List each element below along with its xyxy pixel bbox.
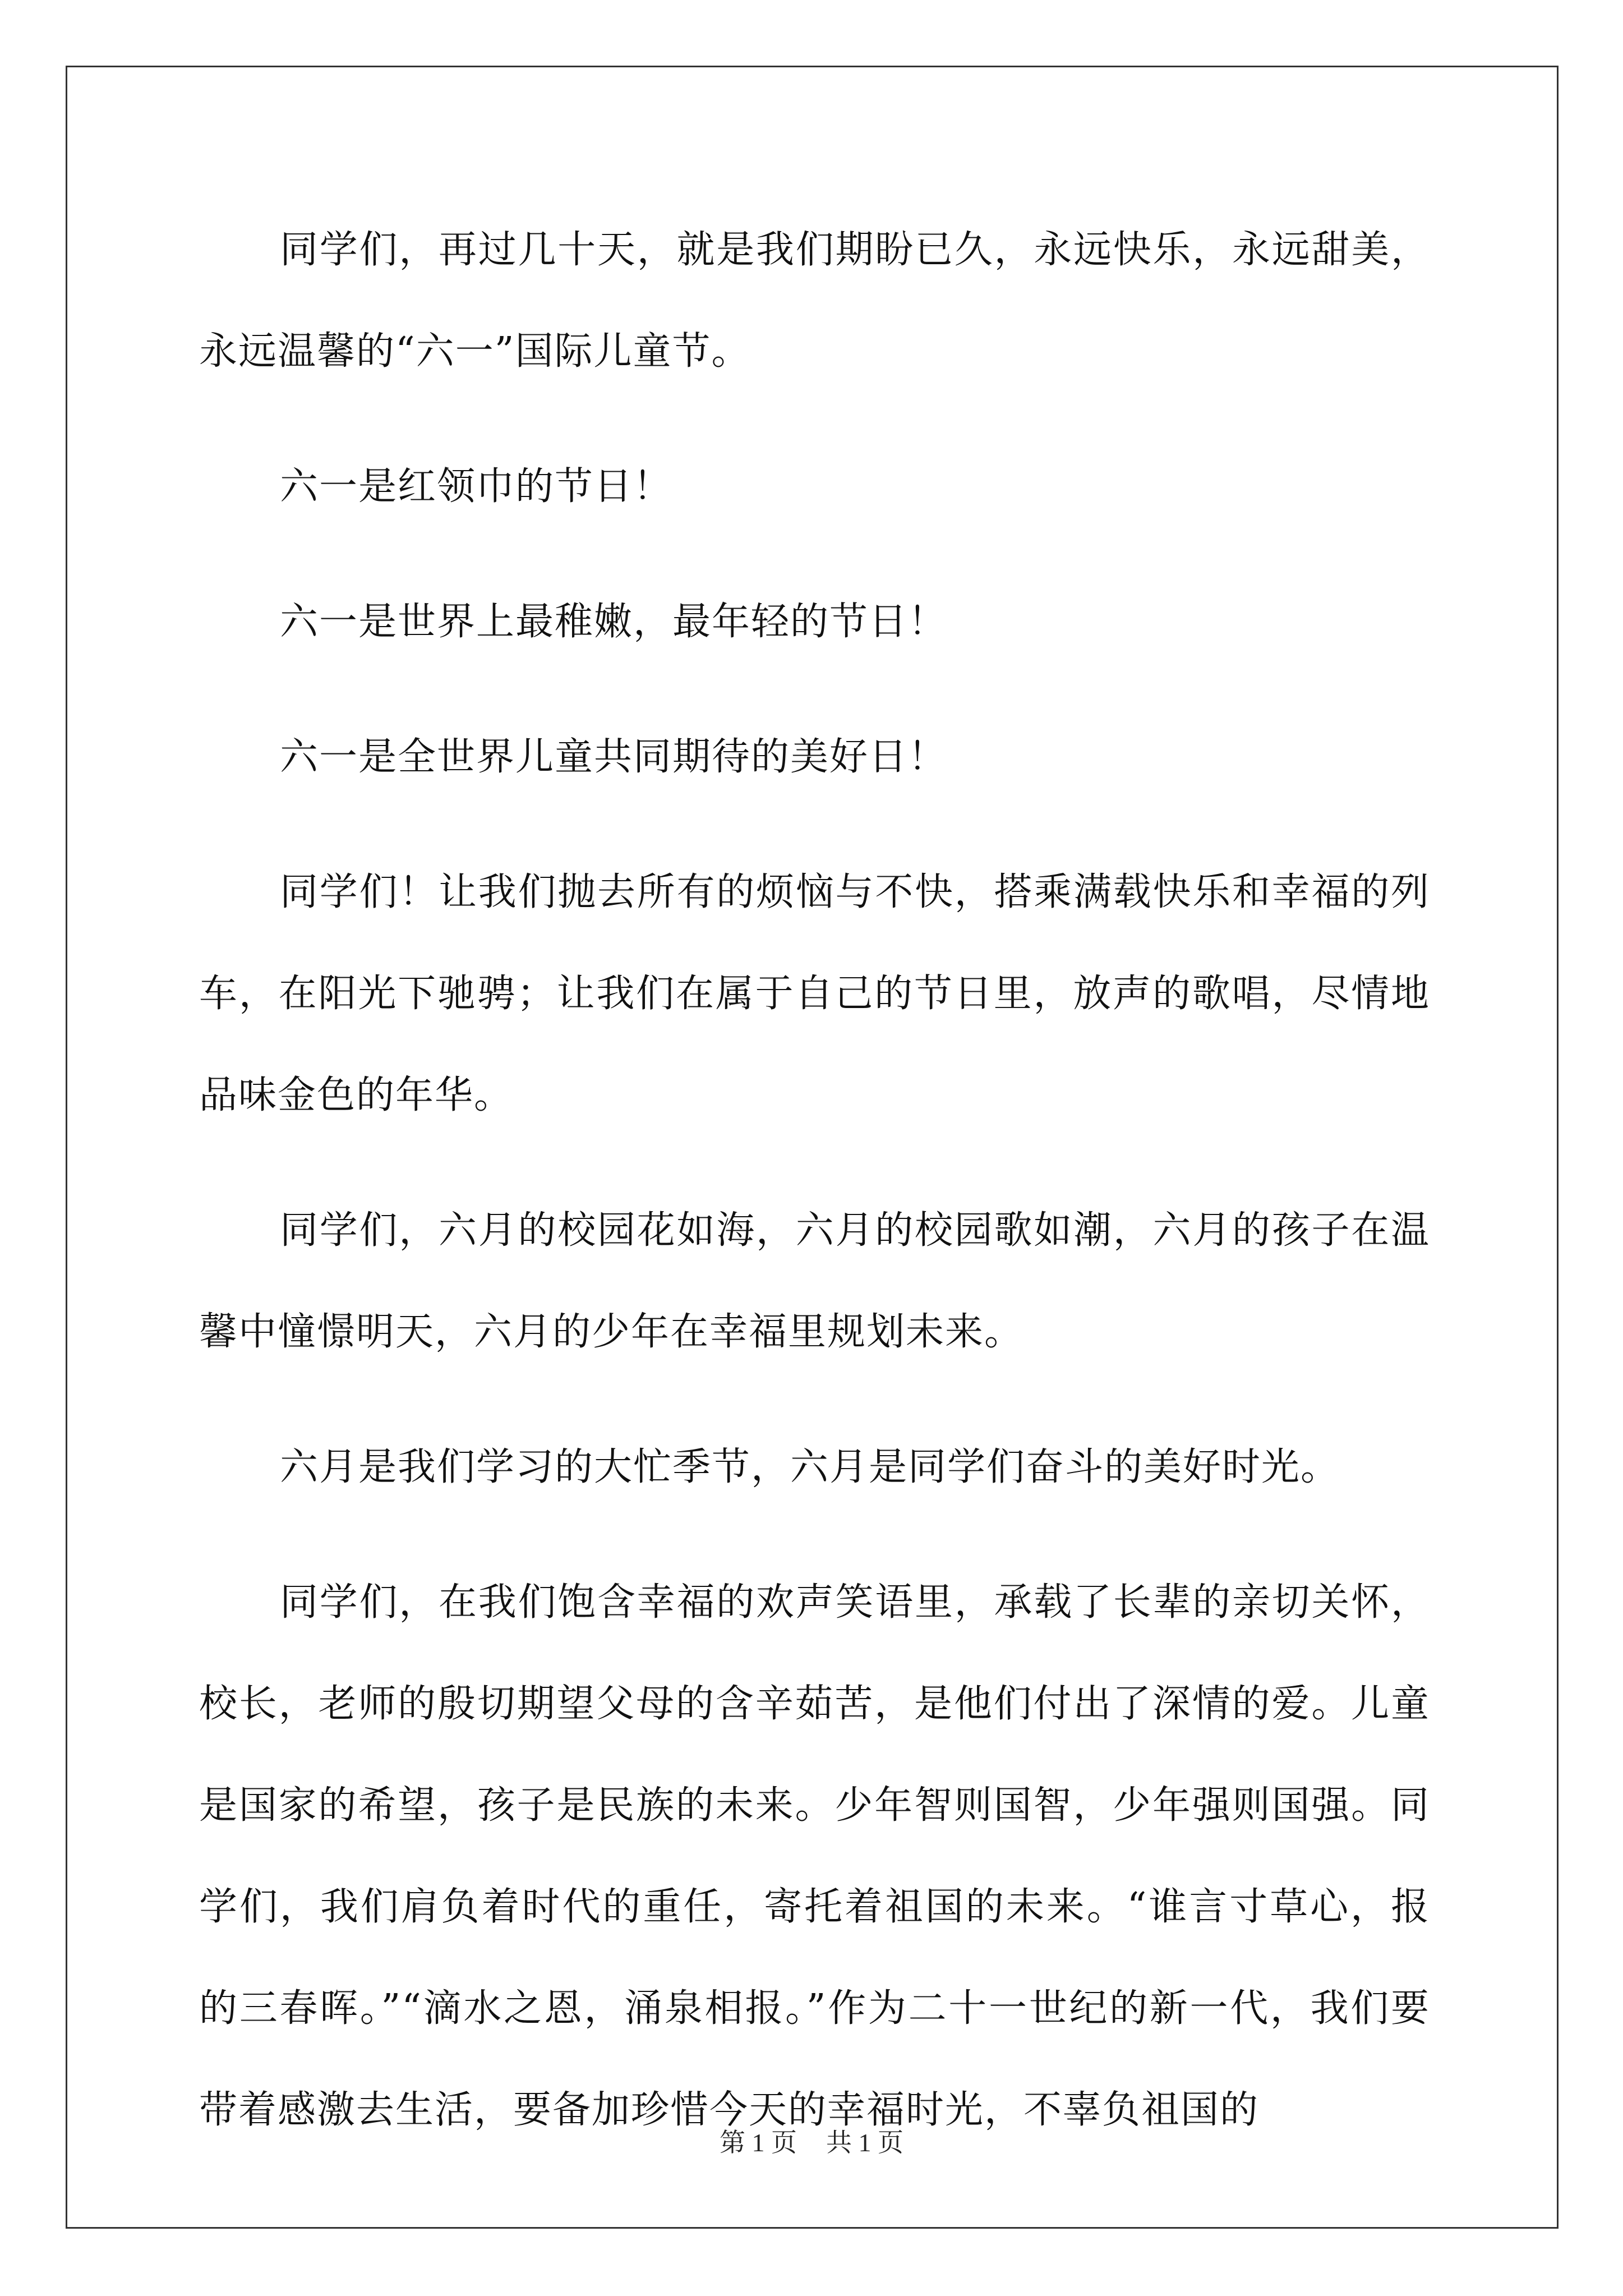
paragraph: 六一是全世界儿童共同期待的美好日！ [280, 735, 948, 779]
page-number: 第 1 页 [720, 2128, 797, 2157]
paragraph: 同学们！让我们抛去所有的烦恼与不快，搭乘满载快乐和幸福的列车，在阳光下驰骋；让我们在属于自己的节日里，放声的歌唱，尽情地品味金色的年华。 [199, 870, 1430, 1117]
paragraph: 同学们，六月的校园花如海，六月的校园歌如潮，六月的孩子在温馨中憧憬明天，六月的少年在幸福里规划未来。 [199, 1208, 1430, 1354]
page-total: 共 1 页 [826, 2128, 903, 2157]
document-body [199, 199, 1430, 2161]
page-footer [0, 2126, 1623, 2160]
paragraph: 同学们，再过几十天，就是我们期盼已久，永远快乐，永远甜美，永远温馨的“六一”国际儿童节。 [199, 228, 1430, 374]
paragraph: 六月是我们学习的大忙季节，六月是同学们奋斗的美好时光。 [280, 1445, 1340, 1489]
paragraph: 同学们，在我们饱含幸福的欢声笑语里，承载了长辈的亲切关怀，校长，老师的殷切期望父母的含辛茹苦，是他们付出了深情的爱。儿童是国家的希望，孩子是民族的未来。少年智则国智，少年强则国强。同学们，我们肩负着时代的重任，寄托着祖国的未来。“谁言寸草心，报的三春晖。”“滴水之恩，涌泉相报。”作为二十一世纪的新一代，我们要带着感激去生活，要备加珍惜今天的幸福时光，不辜负祖国的 [199, 1580, 1430, 2132]
paragraph: 六一是红领巾的节日！ [280, 464, 673, 509]
paragraph: 六一是世界上最稚嫩，最年轻的节日！ [280, 600, 948, 644]
